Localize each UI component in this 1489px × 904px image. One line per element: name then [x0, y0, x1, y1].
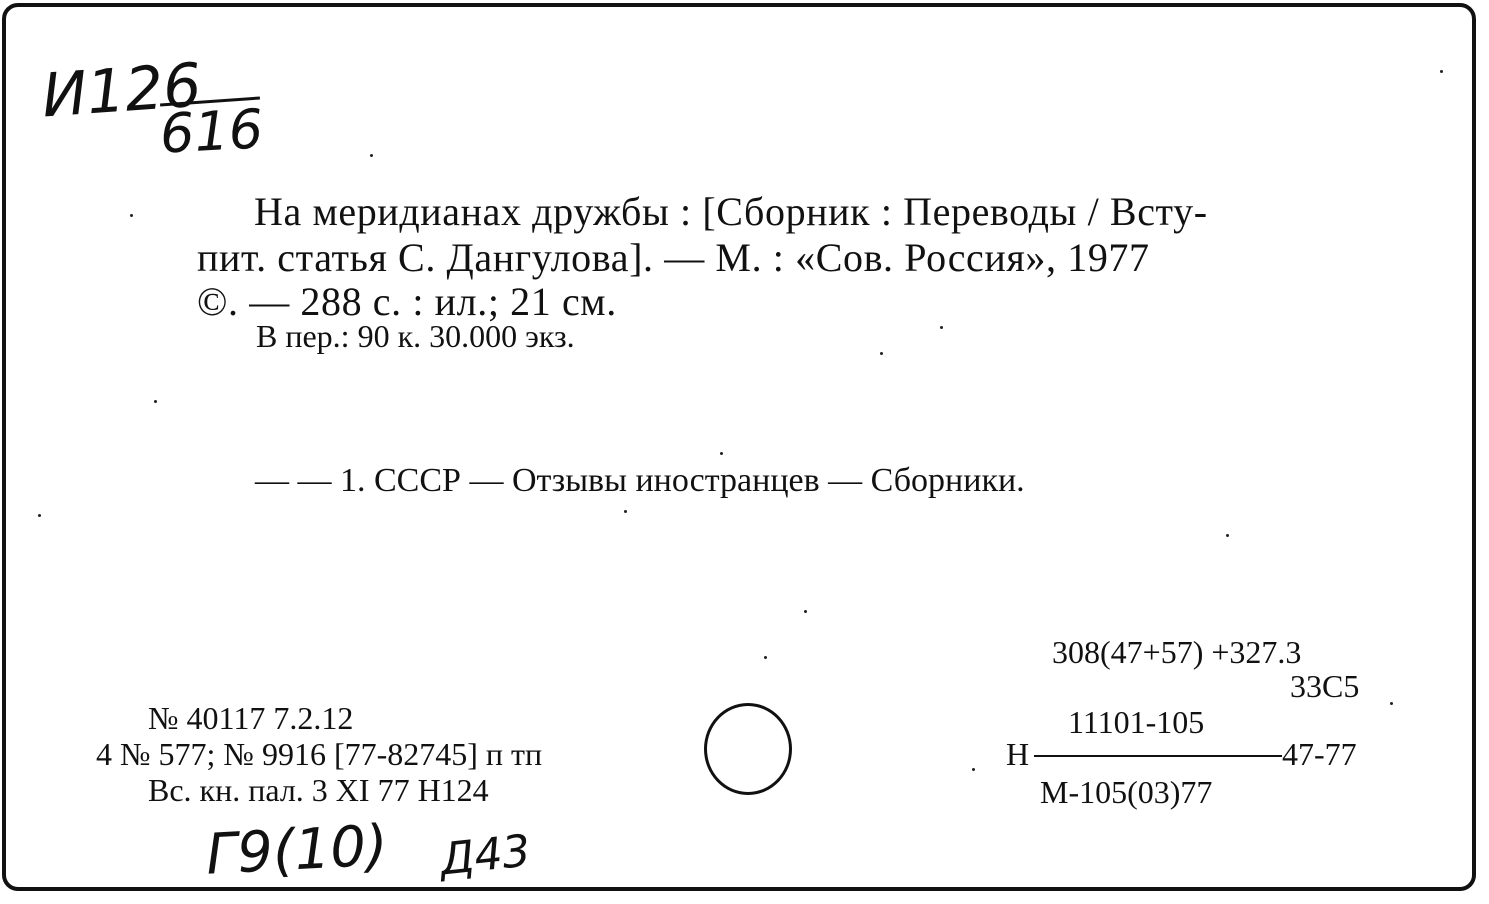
handwritten-shelfmark-bottom: 616 [158, 97, 265, 166]
handwritten-note-bottom-1: Г9(10) [204, 813, 390, 888]
price-line: В пер.: 90 к. 30.000 экз. [256, 318, 575, 354]
scan-speck [370, 154, 373, 157]
handwritten-note-bottom-2: Д43 [437, 825, 533, 886]
imprint-line-1: № 40117 7.2.12 [148, 700, 354, 736]
scan-speck [130, 214, 133, 217]
entry-line-1: На меридианах дружбы : [Сборник : Переводы / Всту- [254, 189, 1208, 234]
entry-line-2: пит. статья С. Дангулова]. — М. : «Сов. Россия», 1977 [197, 235, 1150, 280]
scan-speck [940, 326, 943, 329]
price-prefix: Н [1006, 736, 1030, 772]
scan-speck [720, 452, 723, 455]
entry-line-3: ©. — 288 с. : ил.; 21 см. [197, 279, 617, 324]
author-code: 33С5 [1290, 668, 1360, 704]
imprint-line-2: 4 № 577; № 9916 [77-82745] п тп [96, 736, 543, 772]
scan-speck [804, 610, 807, 613]
scan-speck [972, 768, 975, 771]
scan-speck [38, 514, 41, 517]
imprint-line-3: Вс. кн. пал. 3 XI 77 Н124 [148, 772, 489, 808]
udc-index: 308(47+57) +327.3 [1052, 634, 1302, 670]
scan-speck [1390, 702, 1393, 705]
circle-stamp [704, 703, 792, 795]
scan-speck [1440, 70, 1443, 73]
price-denominator: М-105(03)77 [1040, 774, 1213, 810]
scan-speck [624, 510, 627, 513]
scan-speck [1226, 534, 1229, 537]
price-numerator: 11101-105 [1068, 704, 1205, 740]
fraction-rule [1034, 755, 1282, 757]
scan-speck [154, 400, 157, 403]
handwritten-shelfmark-top: И126 [39, 50, 204, 132]
scan-speck [880, 352, 883, 355]
scan-speck [764, 656, 767, 659]
price-suffix: 47-77 [1282, 736, 1357, 772]
subject-heading: — — 1. СССР — Отзывы иностранцев — Сборники. [255, 462, 1025, 499]
